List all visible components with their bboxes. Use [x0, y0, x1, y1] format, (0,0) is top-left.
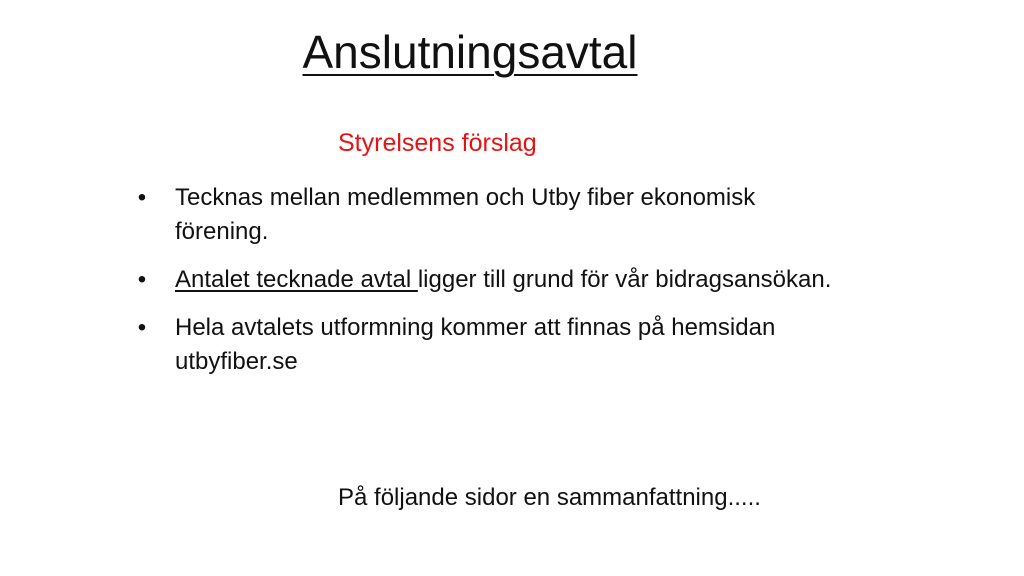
- footer-text: På följande sidor en sammanfattning.....: [338, 484, 761, 511]
- bullet-text-2: [175, 263, 850, 297]
- bullet-text-1: Tecknas mellan medlemmen och Utby fiber ekonomisk förening.: [175, 184, 756, 245]
- bullet-dot-icon: •: [137, 314, 147, 341]
- slide-title-text: Anslutningsavtal: [302, 26, 638, 78]
- slide-subtitle: Styrelsens förslag: [338, 129, 537, 157]
- bullet-text-3: Hela avtalets utformning kommer att finnas på hemsidan utbyfiber.se: [175, 314, 776, 375]
- bullet-list: [130, 181, 850, 393]
- bullet-item-3: [130, 311, 850, 379]
- slide-title: [0, 22, 940, 82]
- bullet-underlined-phrase: Antalet tecknade avtal: [175, 266, 418, 293]
- bullet-dot-icon: •: [137, 184, 147, 211]
- bullet-rest-text: ligger till grund för vår bidragsansökan.: [417, 266, 832, 293]
- bullet-item-2: [130, 263, 850, 297]
- bullet-dot-icon: •: [137, 266, 147, 293]
- bullet-item-1: [130, 181, 850, 249]
